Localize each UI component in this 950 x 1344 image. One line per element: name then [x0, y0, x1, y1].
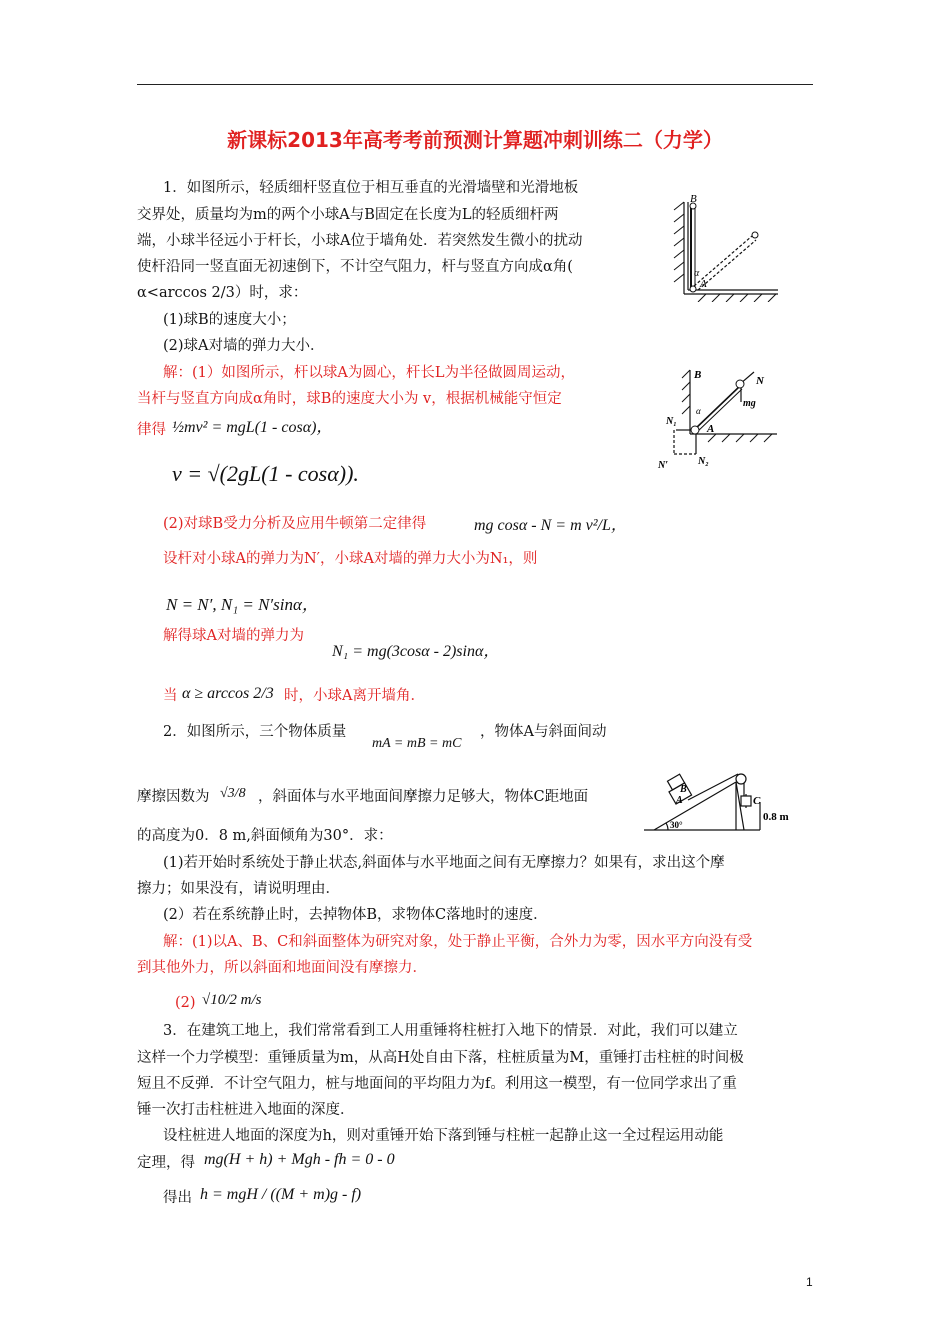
q3-line-6-pre: 定理，得 [137, 1155, 195, 1171]
ball-a-icon [690, 286, 696, 292]
q1-solution-1: 解：(1）如图所示，杆以球A为圆心，杆长L为半径做圆周运动， [163, 365, 575, 381]
q1-solution-7-post: 时，小球A离开墙角． [284, 688, 425, 704]
svg-text:N₂: N₂ [698, 456, 709, 467]
page-title: 新课标2013年高考考前预测计算题冲刺训练二（力学） [227, 128, 723, 152]
q2-line-5: 擦力；如果没有，请说明理由． [137, 881, 340, 897]
q2-solution-2: 到其他外力，所以斜面和地面间没有摩擦力． [137, 960, 427, 976]
q3-line-1: 3．在建筑工地上，我们常常看到工人用重锤将柱桩打入地下的情景．对此，我们可以建立 [163, 1023, 738, 1039]
q2-friction-coefficient: √3/8 [220, 786, 246, 801]
svg-text:B: B [694, 369, 702, 381]
q1-line-1: 1．如图所示，轻质细杆竖直位于相互垂直的光滑墙壁和光滑地板 [163, 180, 579, 196]
svg-text:30°: 30° [670, 820, 683, 830]
q2-line-3: 的高度为0．8 m,斜面倾角为30°．求： [137, 828, 393, 844]
svg-text:B: B [690, 193, 697, 205]
page-number: 1 [806, 1275, 813, 1289]
q3-line-7-pre: 得出 [163, 1190, 192, 1206]
svg-text:B: B [680, 784, 687, 795]
q1-equation-condition: α ≥ arccos 2/3 [182, 685, 274, 702]
q2-solution-1: 解：(1)以A、B、C和斜面整体为研究对象，处于静止平衡，合外力为零，因水平方向没有受 [163, 934, 753, 950]
svg-text:A: A [707, 423, 715, 435]
q2-line-1-post: ，物体A与斜面间动 [480, 724, 607, 740]
q1-equation-newton: mg cosα - N = m v²/L， [474, 517, 627, 534]
q2-equation-mass: mA = mB = mC [372, 736, 462, 751]
q1-solution-3: 律得 [137, 422, 166, 438]
q1-solution-5: 设杆对小球A的弹力为N′，小球A对墙的弹力大小为N₁，则 [163, 551, 538, 567]
q1-equation-wall-force: N₁ = mg(3cosα - 2)sinα， [332, 643, 500, 660]
q1-line-5: α<arccos 2/3）时，求： [137, 285, 308, 301]
q1-sub-1: (1)球B的速度大小； [163, 312, 296, 328]
q3-equation-energy: mg(H + h) + Mgh - fh = 0 - 0 [204, 1151, 395, 1168]
q1-solution-6: 解得球A对墙的弹力为 [163, 628, 304, 644]
q2-line-6: (2）若在系统静止时，去掉物体B，求物体C落地时的速度． [163, 907, 548, 923]
q2-line-1-pre: 2．如图所示，三个物体质量 [163, 724, 347, 740]
q2-figure-incline [640, 768, 800, 834]
q1-equation-velocity: v = √(2gL(1 - cosα)). [172, 461, 359, 486]
q1-line-3: 端，小球半径远小于杆长，小球A位于墙角处．若突然发生微小的扰动 [137, 233, 583, 249]
q1-solution-4: (2)对球B受力分析及应用牛顿第二定律得 [163, 516, 427, 532]
q2-line-2-post: ，斜面体与水平地面间摩擦力足够大，物体C距地面 [258, 789, 589, 805]
q1-solution-2: 当杆与竖直方向成α角时，球B的速度大小为 v，根据机械能守恒定 [137, 391, 562, 407]
q2-solution-3-label: (2) [175, 995, 196, 1011]
q1-line-4: 使杆沿同一竖直面无初速倒下，不计空气阻力，杆与竖直方向成α角( [137, 259, 573, 275]
q1-figure-falling-rod [668, 190, 783, 302]
q3-line-3: 短且不反弹．不计空气阻力，桩与地面间的平均阻力为f。利用这一模型，有一位同学求出了重 [137, 1076, 737, 1092]
svg-text:N′: N′ [658, 460, 669, 471]
q1-equation-energy: ½mv² = mgL(1 - cosα)， [172, 419, 333, 436]
q3-line-2: 这样一个力学模型：重锤质量为m，从高H处自由下落，柱桩质量为M，重锤打击柱桩的时间极 [137, 1050, 744, 1066]
svg-text:A: A [676, 795, 683, 806]
q2-solution-3-value: √10/2 m/s [202, 992, 262, 1008]
q1-figure-force-diagram [652, 362, 782, 474]
svg-text:α: α [694, 268, 700, 279]
svg-text:N: N [756, 375, 764, 387]
header-rule [137, 84, 813, 85]
q1-sub-2: (2)球A对墙的弹力大小． [163, 338, 325, 354]
svg-text:A: A [700, 278, 707, 290]
svg-text:mg: mg [743, 398, 756, 409]
svg-text:C: C [753, 795, 761, 807]
q2-line-4: (1)若开始时系统处于静止状态,斜面体与水平地面之间有无摩擦力？如果有，求出这个摩 [163, 855, 725, 871]
q1-solution-7-pre: 当 [163, 688, 178, 704]
q3-equation-depth: h = mgH / ((M + m)g - f) [200, 1186, 362, 1203]
q1-equation-forces: N = N′, N₁ = N′sinα， [166, 595, 319, 614]
q2-line-2-pre: 摩擦因数为 [137, 789, 210, 805]
svg-text:N₁: N₁ [666, 416, 677, 427]
q3-line-5: 设柱桩进人地面的深度为h，则对重锤开始下落到锤与柱桩一起静止这一全过程运用动能 [163, 1128, 724, 1144]
q1-line-2: 交界处，质量均为m的两个小球A与B固定在长度为L的轻质细杆两 [137, 207, 559, 223]
svg-text:α: α [696, 406, 701, 416]
q3-line-4: 锤一次打击柱桩进入地面的深度． [137, 1102, 355, 1118]
svg-text:0.8 m: 0.8 m [763, 811, 789, 823]
